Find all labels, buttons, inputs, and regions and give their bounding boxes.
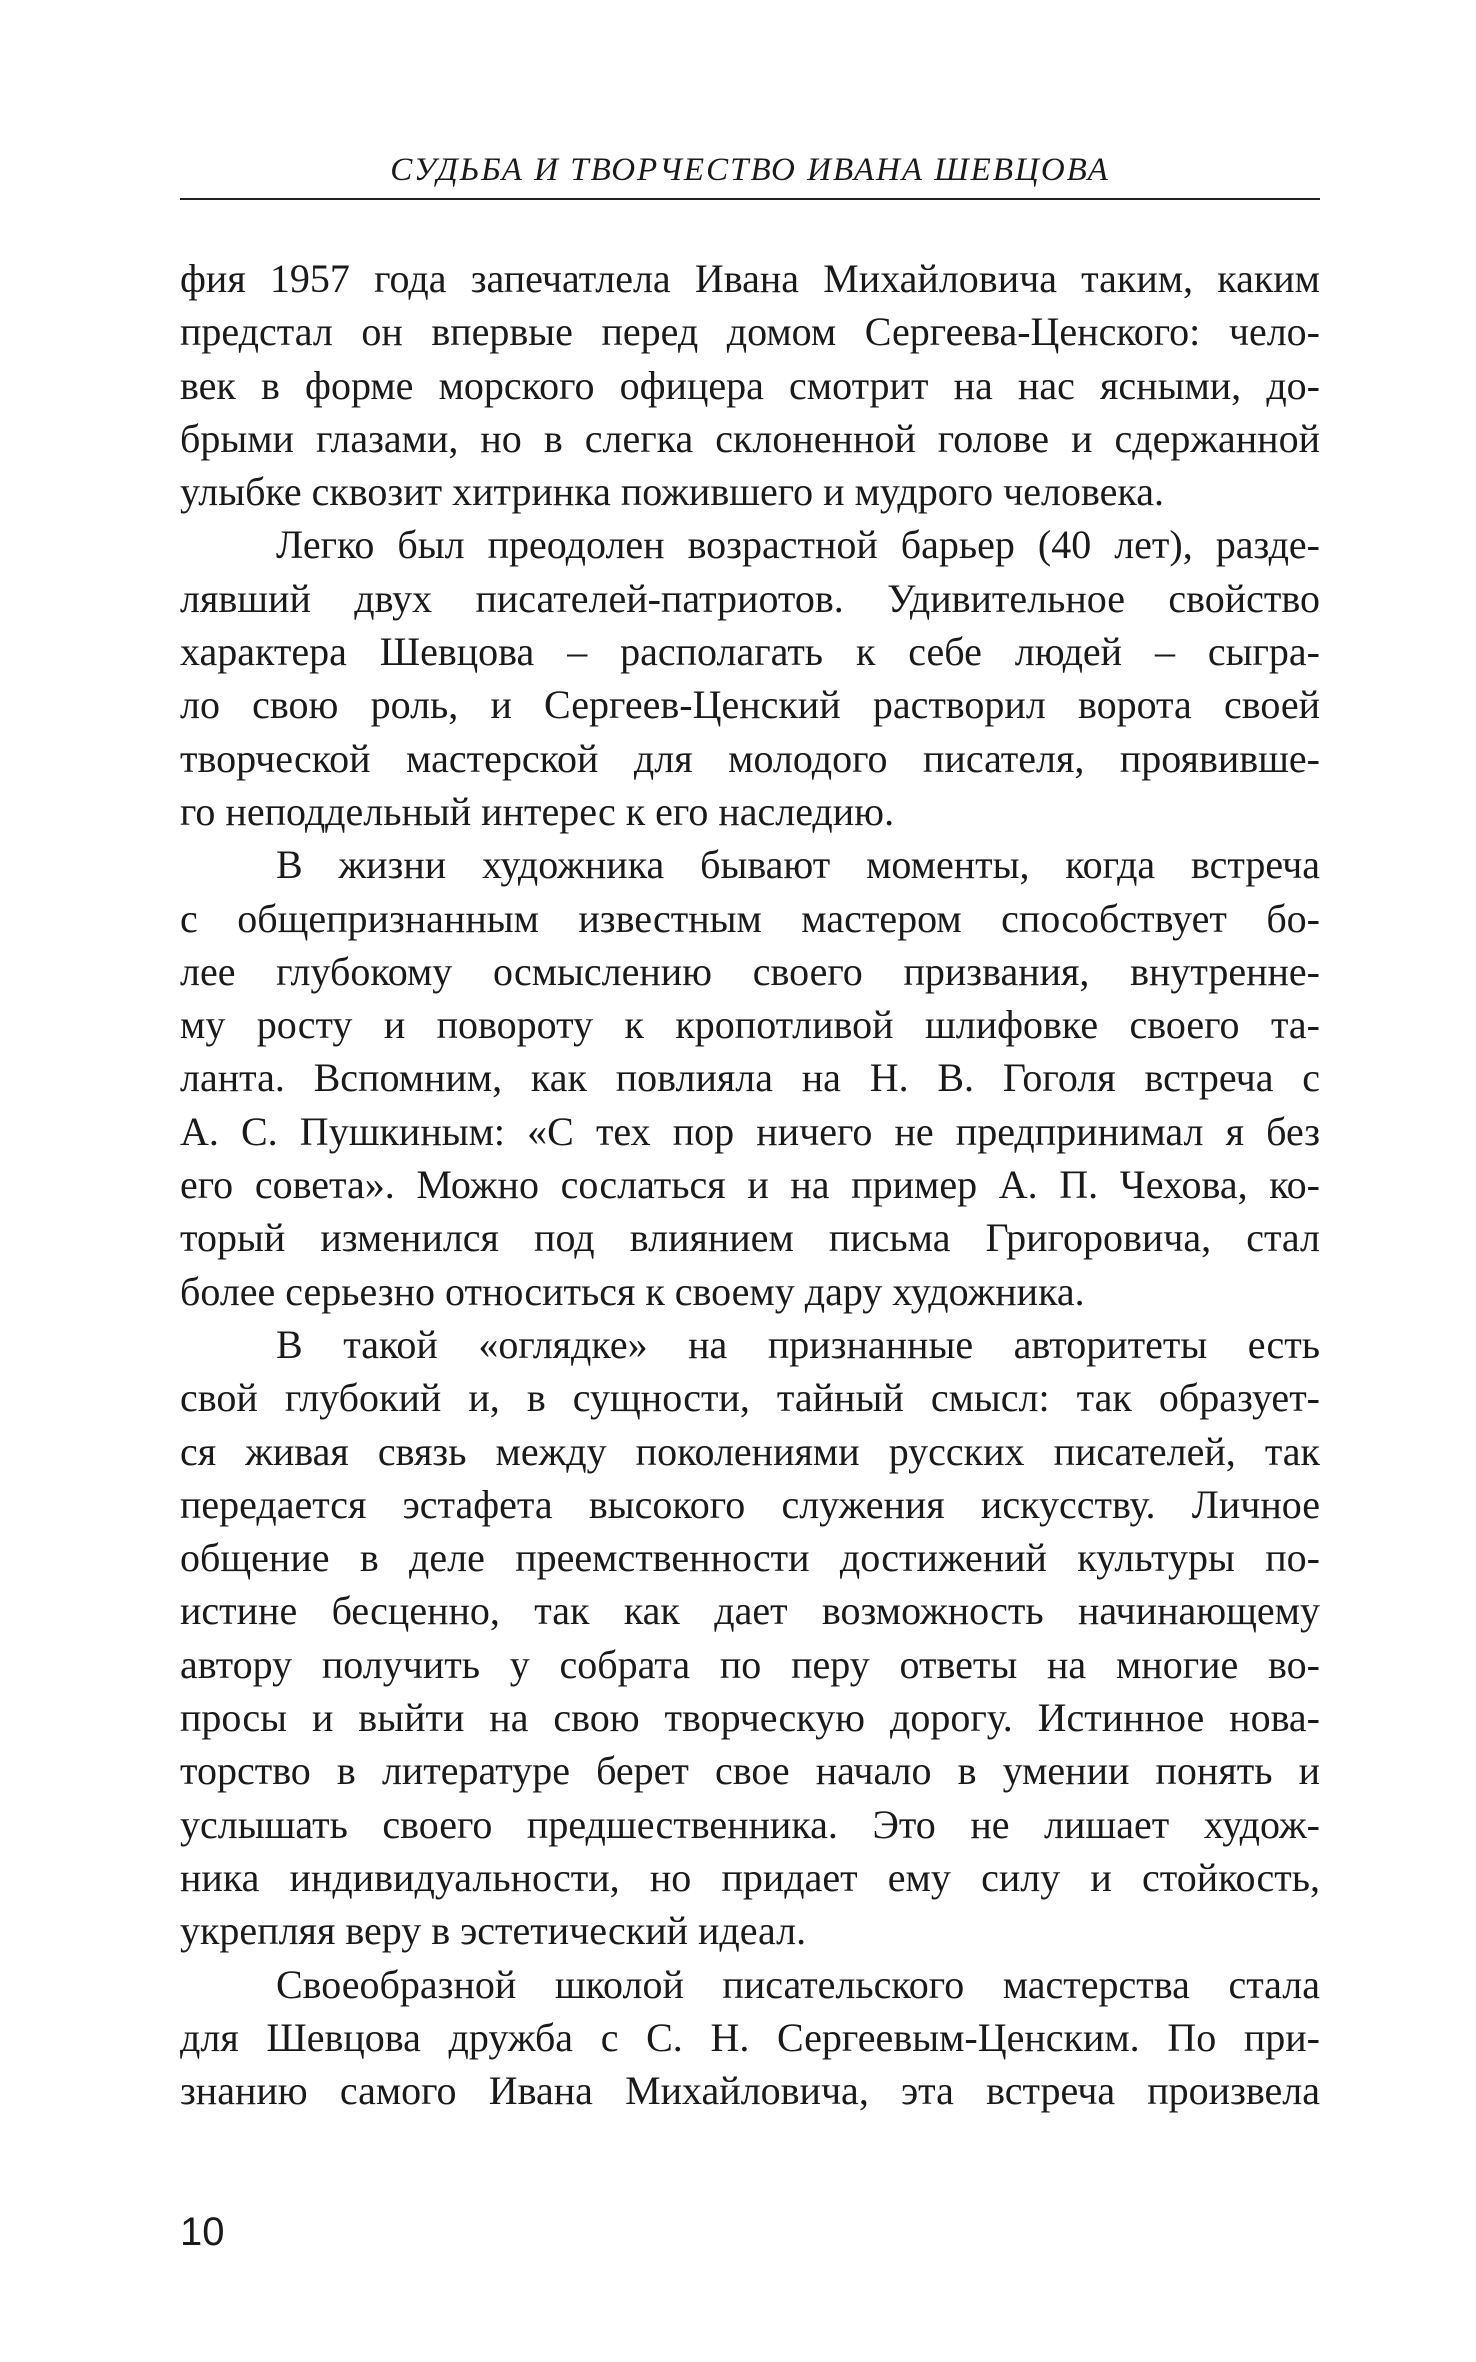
text-line: знанию самого Ивана Михайловича, эта встреча произвела — [180, 2068, 1320, 2114]
text-line: брыми глазами, но в слегка склоненной голове и сдержанной — [180, 415, 1320, 461]
text-line: для Шевцова дружба с С. Н. Сергеевым-Ценским. По при- — [180, 2014, 1320, 2060]
text-line: предстал он впервые перед домом Сергеева-Ценского: чело- — [180, 309, 1320, 355]
paragraph — [180, 1958, 1320, 2118]
paragraph — [180, 1318, 1320, 1958]
text-line: ника индивидуальности, но придает ему силу и стойкость, — [180, 1854, 1320, 1900]
text-line: фия 1957 года запечатлела Ивана Михайловича таким, каким — [180, 256, 1320, 301]
text-line: общение в деле преемственности достижений культуры по- — [180, 1535, 1320, 1581]
text-line: В жизни художника бывают моменты, когда встреча — [276, 842, 1320, 888]
text-line: передается эстафета высокого служения искусству. Личное — [180, 1481, 1320, 1527]
text-line: В такой «оглядке» на признанные авторитеты есть — [276, 1321, 1320, 1367]
running-head — [180, 150, 1320, 200]
text-line: ся живая связь между поколениями русских писателей, так — [180, 1428, 1320, 1474]
page-number: 10 — [180, 2210, 225, 2254]
running-head-title: СУДЬБА И ТВОРЧЕСТВО ИВАНА ШЕВЦОВА — [390, 152, 1110, 188]
text-line: торство в литературе берет свое начало в умении понять и — [180, 1748, 1320, 1794]
body-text — [180, 252, 1320, 2117]
paragraph — [180, 838, 1320, 1318]
text-line: укрепляя веру в эстетический идеал. — [180, 1908, 807, 1954]
paragraph — [180, 518, 1320, 838]
text-line: творческой мастерской для молодого писателя, проявивше- — [180, 735, 1320, 781]
text-line: просы и выйти на свою творческую дорогу. Истинное нова- — [180, 1695, 1320, 1741]
text-line: торый изменился под влиянием письма Григоровича, стал — [180, 1215, 1320, 1261]
text-line: лявший двух писателей-патриотов. Удивительное свойство — [180, 575, 1320, 621]
text-line: истине бесценно, так как дает возможность начинающему — [180, 1588, 1320, 1634]
text-line: ло свою роль, и Сергеев-Ценский растворил ворота своей — [180, 682, 1320, 728]
text-line: Своеобразной школой писательского мастерства стала — [276, 1961, 1320, 2007]
text-line: свой глубокий и, в сущности, тайный смысл: так образует- — [180, 1375, 1320, 1421]
text-line: характера Шевцова – располагать к себе людей – сыгра- — [180, 629, 1320, 675]
text-line: его совета». Можно сослаться и на пример А. П. Чехова, ко- — [180, 1162, 1320, 1208]
paragraph — [180, 252, 1320, 518]
text-line: улыбке сквозит хитринка пожившего и мудрого человека. — [180, 469, 1164, 515]
text-line: более серьезно относиться к своему дару художника. — [180, 1268, 1085, 1314]
text-line: с общепризнанным известным мастером способствует бо- — [180, 895, 1320, 941]
text-line: го неподдельный интерес к его наследию. — [180, 788, 895, 834]
text-line: автору получить у собрата по перу ответы на многие во- — [180, 1641, 1320, 1687]
text-line: век в форме морского офицера смотрит на нас ясными, до- — [180, 362, 1320, 408]
text-line: лее глубокому осмыслению своего призвания, внутренне- — [180, 948, 1320, 994]
text-line: А. С. Пушкиным: «С тех пор ничего не предпринимал я без — [180, 1108, 1320, 1154]
text-line: ланта. Вспомним, как повлияла на Н. В. Гоголя встреча с — [180, 1055, 1320, 1101]
text-line: Легко был преодолен возрастной барьер (40 лет), разде- — [276, 522, 1320, 568]
text-line: услышать своего предшественника. Это не лишает худож- — [180, 1801, 1320, 1847]
text-line: му росту и повороту к кропотливой шлифовке своего та- — [180, 1002, 1320, 1048]
